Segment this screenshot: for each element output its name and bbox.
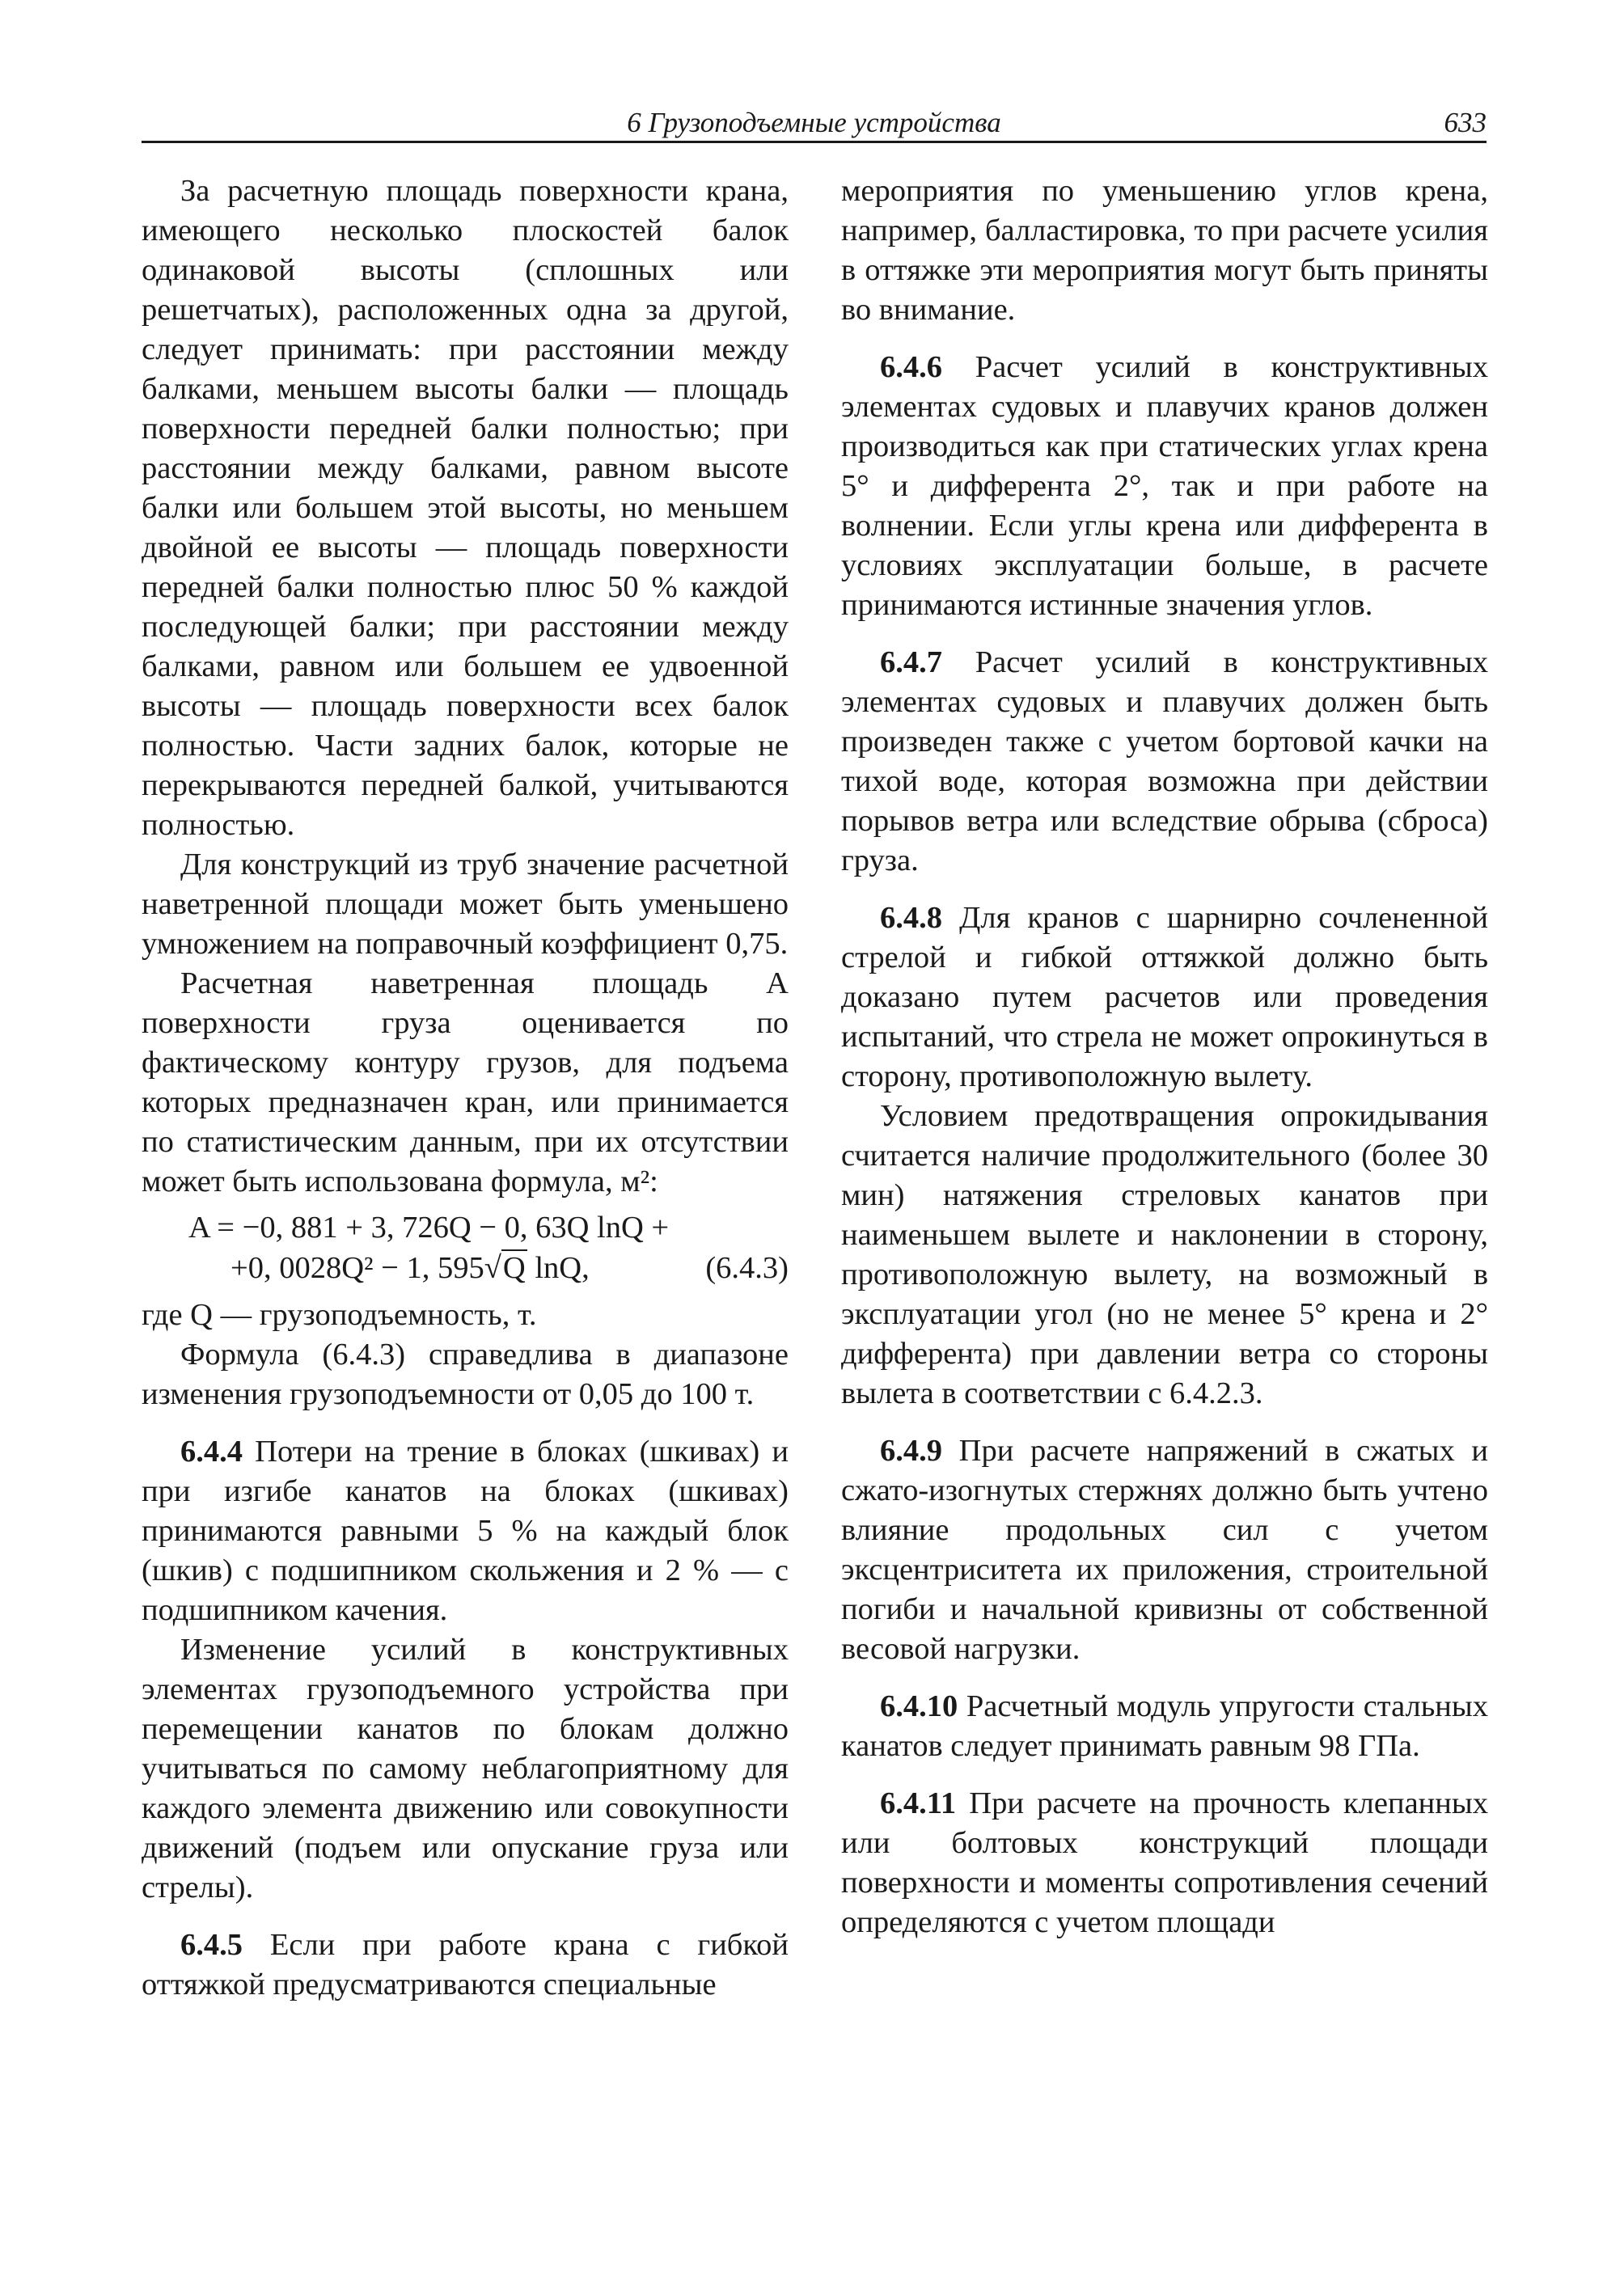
paragraph-cargo-area: Расчетная наветренная площадь A поверхности груза оценивается по фактическому контуру грузов, для подъема которых предназначен кран, или принимается по статистическим данным, при их отсутствии может быть использована формула, м²: (142, 966, 789, 1198)
page-number: 633 (1444, 107, 1487, 138)
left-column (142, 171, 789, 2005)
section-6-4-4: 6.4.4 Потери на трение в блоках (шкивах) и при изгибе канатов на блоках (шкивах) принимаются равными 5 % на каждый блок (шкив) с подшипником скольжения и 2 % — с подшипником качения. (142, 1435, 789, 1627)
section-6-4-5: 6.4.5 Если при работе крана с гибкой оттяжкой предусматриваются специальные (142, 1928, 789, 2001)
paragraph-where-q: где Q — грузоподъемность, т. (142, 1298, 537, 1332)
formula-6-4-3 (142, 1208, 789, 1289)
section-number: 6.4.9 (880, 1434, 942, 1468)
section-6-4-6: 6.4.6 Расчет усилий в конструктивных элементах судовых и плавучих кранов должен производиться как при статических углах крена 5° и дифферента 2°, так и при работе на волнении. Если углы крена или дифферента в условиях эксплуатации больше, в расчете принимаются истинные значения углов. (841, 350, 1488, 622)
paragraph-formula-range: Формула (6.4.3) справедлива в диапазоне изменения грузоподъемности от 0,05 до 100 т. (142, 1338, 789, 1411)
sqrt-radicand: Q (502, 1251, 526, 1285)
running-header (142, 104, 1487, 143)
formula-number: (6.4.3) (705, 1251, 789, 1285)
paragraph-rope-forces: Изменение усилий в конструктивных элементах грузоподъемного устройства при перемещении канатов по блокам должно учитываться по самому неблагоприятному для каждого элемента движению или совокупности движений (подъем или опускание груза или стрелы). (142, 1633, 789, 1904)
section-number: 6.4.5 (180, 1928, 243, 1962)
right-column (841, 171, 1488, 1942)
section-number: 6.4.7 (880, 645, 942, 679)
paragraph-surface-area: За расчетную площадь поверхности крана, имеющего несколько плоскостей балок одинаковой высоты (сплошных или решетчатых), расположенных одна за другой, следует принимать: при расстоянии между балками, меньшем высоты балки — площадь поверхности передней балки полностью; при расстоянии между балками, равном высоте балки или большем этой высоты, но меньшем двойной ее высоты — площадь поверхности передней балки полностью плюс 50 % каждой последующей балки; при расстоянии между балками, равном или большем ее удвоенной высоты — площадь поверхности всех балок полностью. Части задних балок, которые не перекрываются передней балкой, учитываются полностью. (142, 174, 789, 842)
section-6-4-9: 6.4.9 При расчете напряжений в сжатых и сжато-изогнутых стержнях должно быть учтено влияние продольных сил с учетом эксцентриситета их приложения, строительной погиби и начальной кривизны от собственной весовой нагрузки. (841, 1434, 1488, 1666)
section-number: 6.4.8 (880, 901, 942, 935)
section-number: 6.4.6 (880, 350, 942, 384)
section-6-4-11: 6.4.11 При расчете на прочность клепанных или болтовых конструкций площади поверхности и моменты сопротивления сечений определяются с учетом площади (841, 1786, 1488, 1939)
paragraph-overturn-condition: Условием предотвращения опрокидывания считается наличие продолжительного (более 30 мин) натяжения стреловых канатов при наименьшем вылете и наклонении в сторону, противоположную вылету, на возможный в эксплуатации угол (но не менее 5° крена и 2° дифферента) при давлении ветра со стороны вылета в соответствии с 6.4.2.3. (841, 1099, 1488, 1410)
section-number: 6.4.4 (180, 1435, 243, 1469)
section-6-4-10: 6.4.10 Расчетный модуль упругости стальных канатов следует принимать равным 98 ГПа. (841, 1689, 1488, 1763)
formula-line-2: +0, 0028Q² − 1, 595√Q lnQ, (230, 1251, 590, 1285)
section-6-4-8: 6.4.8 Для кранов с шарнирно сочлененной стрелой и гибкой оттяжкой должно быть доказано путем расчетов или проведения испытаний, что стрела не может опрокинуться в сторону, противоположную вылету. (841, 901, 1488, 1093)
section-6-4-7: 6.4.7 Расчет усилий в конструктивных элементах судовых и плавучих должен быть произведен также с учетом бортовой качки на тихой воде, которая возможна при действии порывов ветра или вследствие обрыва (сброса) груза. (841, 645, 1488, 877)
formula-line-1: A = −0, 881 + 3, 726Q − 0, 63Q lnQ + (188, 1211, 670, 1245)
section-number: 6.4.10 (880, 1689, 958, 1723)
section-number: 6.4.11 (880, 1786, 957, 1820)
paragraph-tubes: Для конструкций из труб значение расчетной наветренной площади может быть уменьшено умножением на поправочный коэффициент 0,75. (142, 848, 789, 961)
chapter-title: 6 Грузоподъемные устройства (627, 107, 1001, 138)
paragraph-continuation: мероприятия по уменьшению углов крена, например, балластировка, то при расчете усилия в оттяжке эти мероприятия могут быть приняты во внимание. (841, 174, 1488, 327)
